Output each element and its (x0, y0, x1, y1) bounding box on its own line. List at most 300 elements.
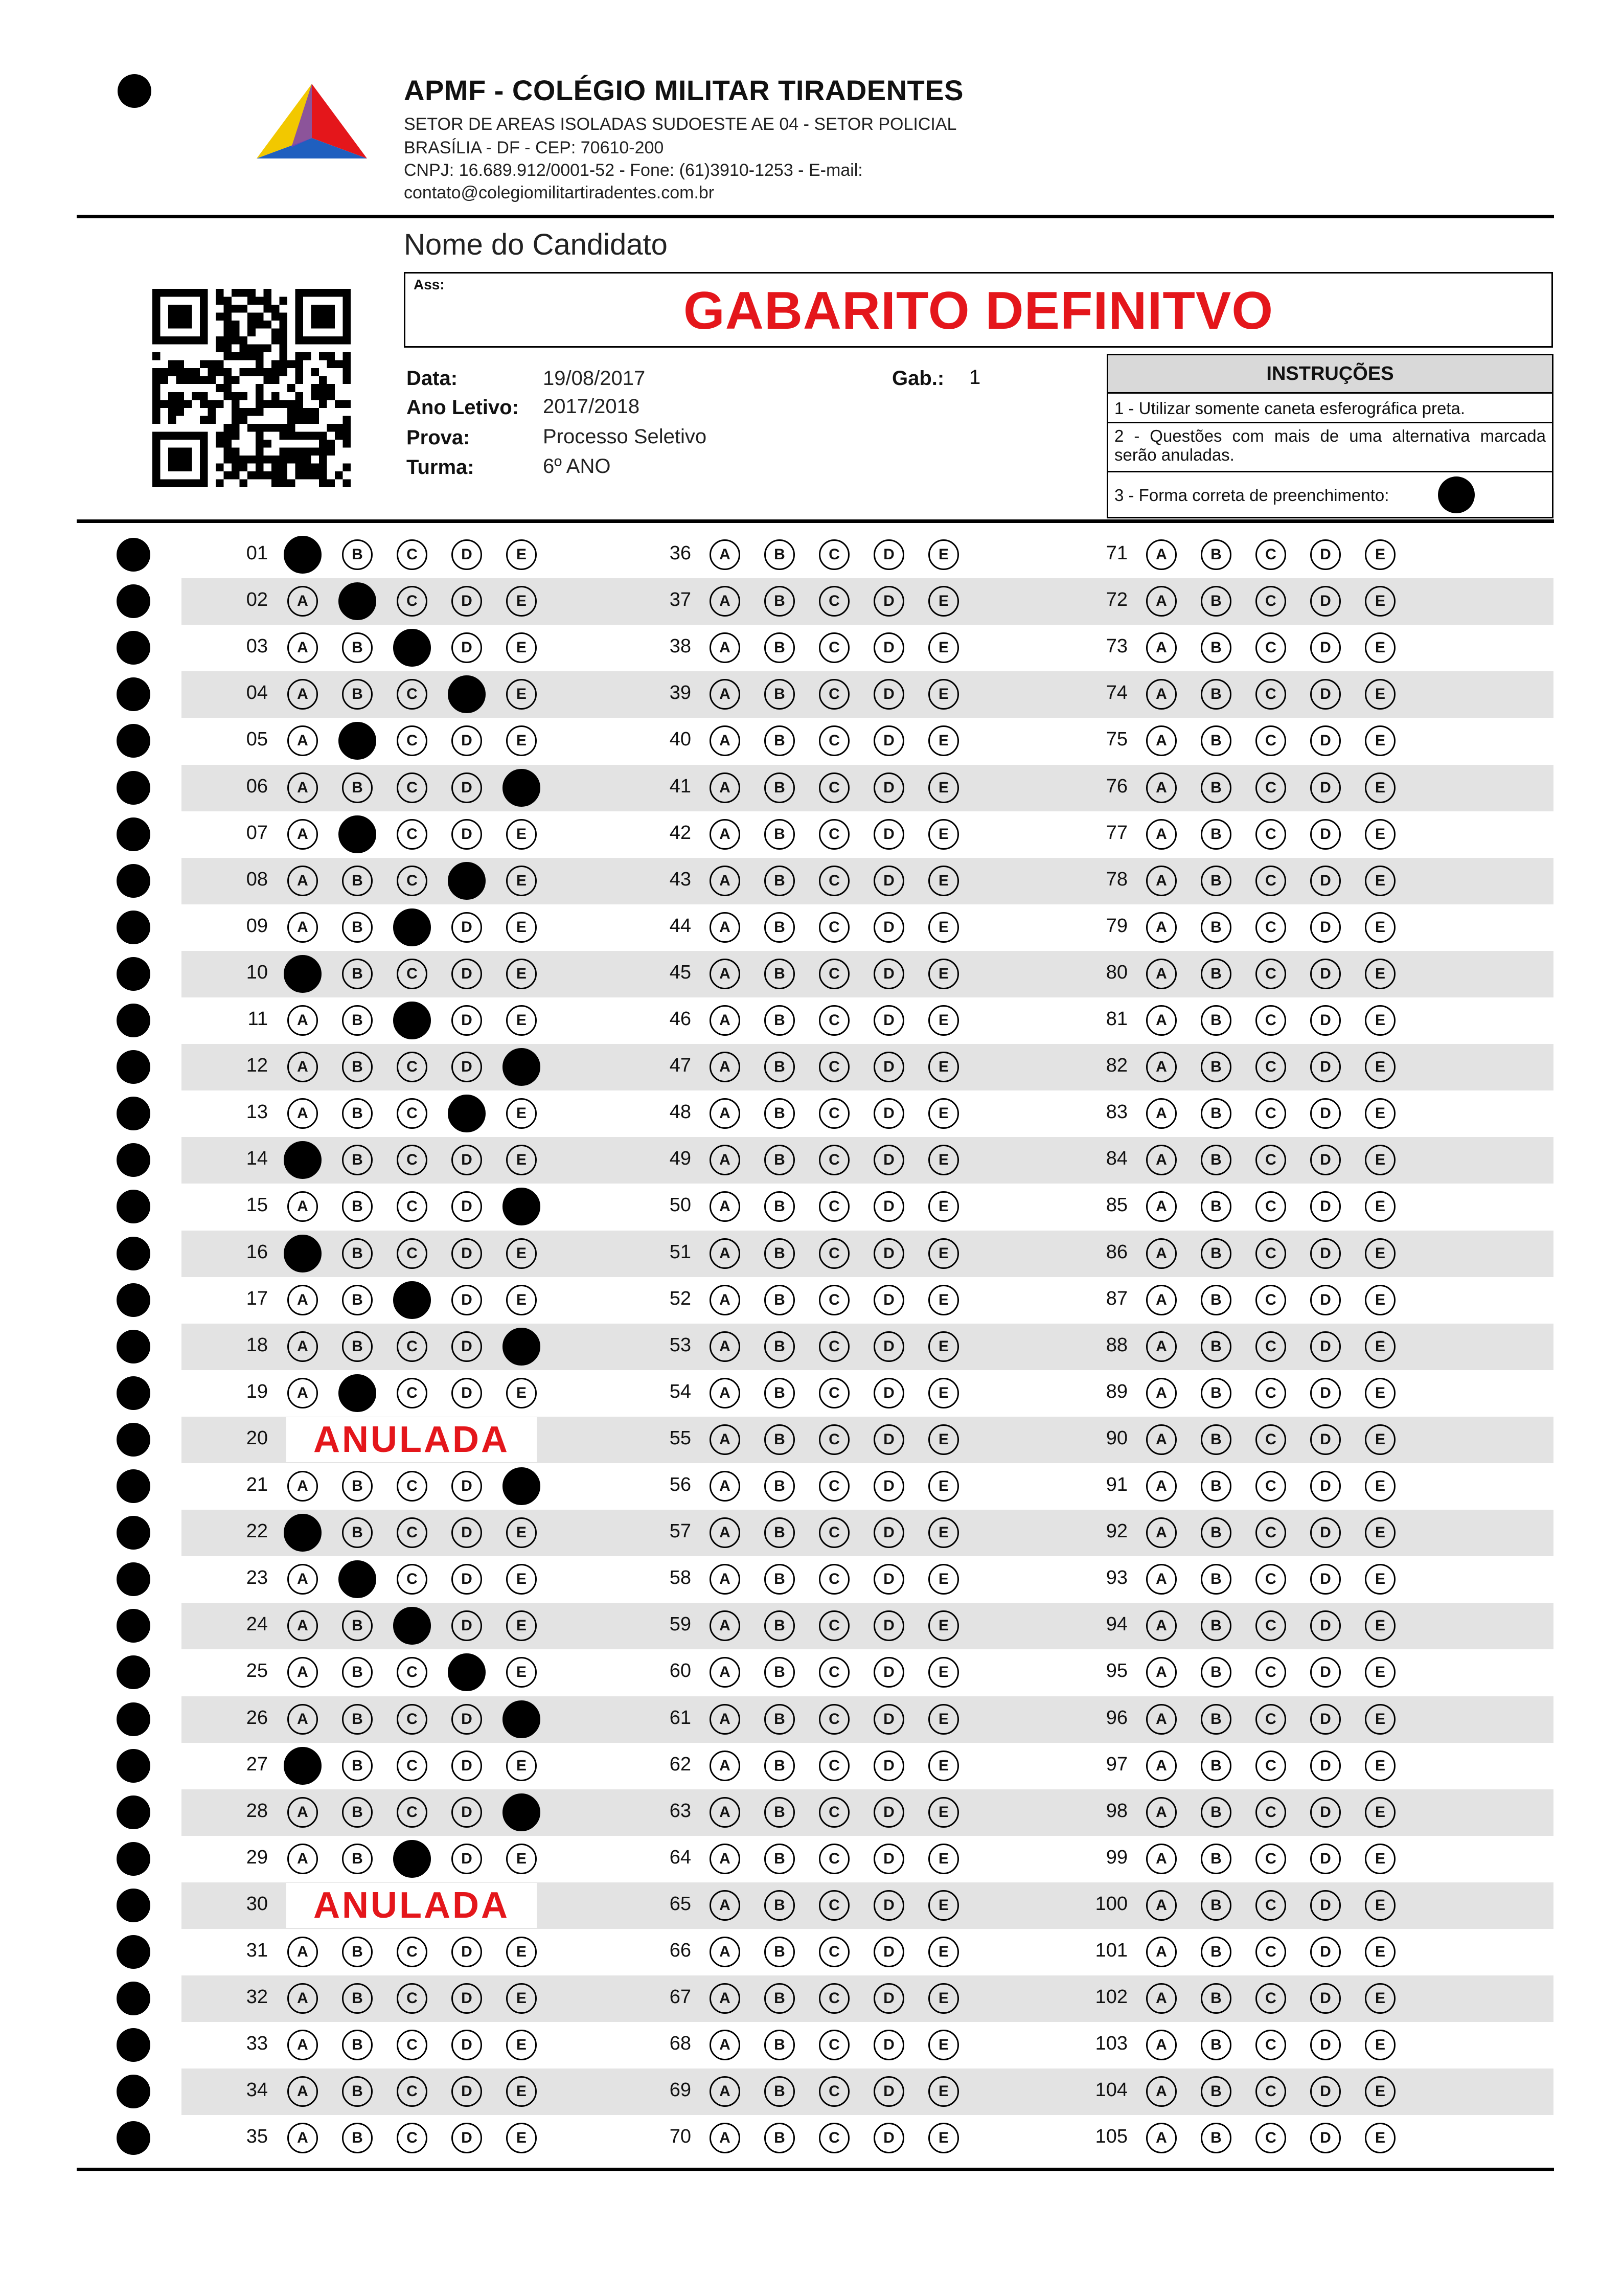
answer-bubble-d[interactable]: D (1310, 632, 1341, 663)
answer-bubble-c[interactable]: C (397, 772, 427, 803)
answer-bubble-b[interactable]: B (342, 1657, 373, 1688)
answer-bubble-b[interactable]: B (764, 1797, 795, 1828)
answer-bubble-a[interactable]: A (1146, 1657, 1177, 1688)
answer-bubble-a[interactable]: A (1146, 1145, 1177, 1175)
answer-bubble-c[interactable]: C (819, 1285, 850, 1315)
answer-bubble-a[interactable]: A (284, 1514, 322, 1552)
answer-bubble-b[interactable]: B (342, 539, 373, 570)
answer-bubble-d[interactable]: D (448, 862, 486, 900)
answer-bubble-a[interactable]: A (1146, 1797, 1177, 1828)
answer-bubble-e[interactable]: E (506, 1564, 537, 1595)
answer-bubble-a[interactable]: A (710, 1704, 740, 1735)
answer-bubble-e[interactable]: E (506, 539, 537, 570)
answer-bubble-e[interactable]: E (928, 1285, 959, 1315)
answer-bubble-b[interactable]: B (1201, 1005, 1231, 1036)
answer-bubble-b[interactable]: B (1201, 1844, 1231, 1874)
answer-bubble-a[interactable]: A (287, 725, 318, 756)
answer-bubble-e[interactable]: E (1365, 959, 1396, 989)
answer-bubble-d[interactable]: D (874, 1704, 904, 1735)
answer-bubble-d[interactable]: D (1310, 1005, 1341, 1036)
answer-bubble-a[interactable]: A (287, 1285, 318, 1315)
answer-bubble-e[interactable]: E (928, 1424, 959, 1455)
answer-bubble-a[interactable]: A (1146, 539, 1177, 570)
answer-bubble-d[interactable]: D (874, 632, 904, 663)
answer-bubble-d[interactable]: D (451, 1145, 482, 1175)
answer-bubble-d[interactable]: D (874, 1610, 904, 1641)
answer-bubble-b[interactable]: B (1201, 1890, 1231, 1921)
answer-bubble-e[interactable]: E (502, 1700, 540, 1738)
answer-bubble-c[interactable]: C (397, 1564, 427, 1595)
answer-bubble-a[interactable]: A (1146, 2123, 1177, 2153)
answer-bubble-b[interactable]: B (764, 1052, 795, 1082)
answer-bubble-d[interactable]: D (1310, 725, 1341, 756)
answer-bubble-d[interactable]: D (1310, 912, 1341, 943)
answer-bubble-d[interactable]: D (1310, 1564, 1341, 1595)
answer-bubble-e[interactable]: E (928, 679, 959, 710)
answer-bubble-c[interactable]: C (1255, 1145, 1286, 1175)
answer-bubble-c[interactable]: C (1255, 2076, 1286, 2107)
answer-bubble-c[interactable]: C (397, 1657, 427, 1688)
answer-bubble-d[interactable]: D (1310, 1331, 1341, 1362)
answer-bubble-a[interactable]: A (1146, 959, 1177, 989)
answer-bubble-b[interactable]: B (1201, 725, 1231, 756)
answer-bubble-e[interactable]: E (928, 1983, 959, 2014)
answer-bubble-d[interactable]: D (1310, 679, 1341, 710)
answer-bubble-b[interactable]: B (764, 679, 795, 710)
answer-bubble-d[interactable]: D (1310, 1424, 1341, 1455)
answer-bubble-b[interactable]: B (764, 725, 795, 756)
answer-bubble-b[interactable]: B (764, 912, 795, 943)
answer-bubble-e[interactable]: E (928, 2123, 959, 2153)
answer-bubble-b[interactable]: B (764, 1331, 795, 1362)
answer-bubble-b[interactable]: B (342, 2076, 373, 2107)
answer-bubble-a[interactable]: A (710, 866, 740, 896)
answer-bubble-a[interactable]: A (287, 1610, 318, 1641)
answer-bubble-e[interactable]: E (928, 1564, 959, 1595)
answer-bubble-b[interactable]: B (338, 1560, 376, 1598)
answer-bubble-a[interactable]: A (1146, 866, 1177, 896)
answer-bubble-e[interactable]: E (506, 1983, 537, 2014)
answer-bubble-a[interactable]: A (710, 2076, 740, 2107)
answer-bubble-b[interactable]: B (1201, 1517, 1231, 1548)
answer-bubble-a[interactable]: A (284, 536, 322, 574)
answer-bubble-c[interactable]: C (1255, 1005, 1286, 1036)
answer-bubble-a[interactable]: A (1146, 1331, 1177, 1362)
answer-bubble-a[interactable]: A (710, 725, 740, 756)
answer-bubble-b[interactable]: B (1201, 539, 1231, 570)
answer-bubble-a[interactable]: A (710, 1844, 740, 1874)
answer-bubble-b[interactable]: B (1201, 1238, 1231, 1269)
answer-bubble-b[interactable]: B (342, 1052, 373, 1082)
answer-bubble-e[interactable]: E (506, 725, 537, 756)
answer-bubble-a[interactable]: A (1146, 679, 1177, 710)
answer-bubble-a[interactable]: A (1146, 1610, 1177, 1641)
answer-bubble-c[interactable]: C (1255, 912, 1286, 943)
answer-bubble-c[interactable]: C (819, 539, 850, 570)
answer-bubble-d[interactable]: D (874, 959, 904, 989)
answer-bubble-c[interactable]: C (1255, 632, 1286, 663)
answer-bubble-e[interactable]: E (928, 2030, 959, 2060)
answer-bubble-b[interactable]: B (1201, 1751, 1231, 1781)
answer-bubble-c[interactable]: C (819, 632, 850, 663)
answer-bubble-e[interactable]: E (928, 1052, 959, 1082)
answer-bubble-a[interactable]: A (710, 1145, 740, 1175)
answer-bubble-a[interactable]: A (1146, 1517, 1177, 1548)
answer-bubble-c[interactable]: C (1255, 1471, 1286, 1502)
answer-bubble-c[interactable]: C (819, 1005, 850, 1036)
answer-bubble-b[interactable]: B (342, 1098, 373, 1129)
answer-bubble-b[interactable]: B (342, 959, 373, 989)
answer-bubble-d[interactable]: D (874, 1285, 904, 1315)
answer-bubble-a[interactable]: A (1146, 1890, 1177, 1921)
answer-bubble-e[interactable]: E (502, 1188, 540, 1225)
answer-bubble-d[interactable]: D (448, 675, 486, 713)
answer-bubble-e[interactable]: E (506, 1517, 537, 1548)
answer-bubble-b[interactable]: B (1201, 1983, 1231, 2014)
answer-bubble-c[interactable]: C (1255, 819, 1286, 850)
answer-bubble-d[interactable]: D (874, 1424, 904, 1455)
answer-bubble-b[interactable]: B (342, 1704, 373, 1735)
answer-bubble-c[interactable]: C (397, 866, 427, 896)
answer-bubble-d[interactable]: D (874, 1564, 904, 1595)
answer-bubble-b[interactable]: B (1201, 772, 1231, 803)
answer-bubble-e[interactable]: E (1365, 1751, 1396, 1781)
answer-bubble-c[interactable]: C (397, 1471, 427, 1502)
answer-bubble-a[interactable]: A (287, 866, 318, 896)
answer-bubble-a[interactable]: A (710, 1657, 740, 1688)
answer-bubble-e[interactable]: E (928, 1610, 959, 1641)
answer-bubble-e[interactable]: E (506, 959, 537, 989)
answer-bubble-a[interactable]: A (710, 1517, 740, 1548)
answer-bubble-d[interactable]: D (874, 2123, 904, 2153)
answer-bubble-d[interactable]: D (1310, 1751, 1341, 1781)
answer-bubble-a[interactable]: A (287, 1704, 318, 1735)
answer-bubble-c[interactable]: C (1255, 1238, 1286, 1269)
answer-bubble-c[interactable]: C (393, 908, 431, 946)
answer-bubble-b[interactable]: B (764, 1751, 795, 1781)
answer-bubble-d[interactable]: D (1310, 1285, 1341, 1315)
answer-bubble-c[interactable]: C (397, 1098, 427, 1129)
answer-bubble-c[interactable]: C (1255, 1704, 1286, 1735)
answer-bubble-e[interactable]: E (1365, 1890, 1396, 1921)
answer-bubble-c[interactable]: C (1255, 1517, 1286, 1548)
answer-bubble-a[interactable]: A (287, 1191, 318, 1222)
answer-bubble-c[interactable]: C (397, 1797, 427, 1828)
answer-bubble-a[interactable]: A (710, 1937, 740, 1967)
answer-bubble-b[interactable]: B (1201, 632, 1231, 663)
answer-bubble-b[interactable]: B (1201, 586, 1231, 617)
answer-bubble-a[interactable]: A (710, 959, 740, 989)
answer-bubble-d[interactable]: D (451, 1471, 482, 1502)
answer-bubble-d[interactable]: D (874, 772, 904, 803)
answer-bubble-a[interactable]: A (1146, 1378, 1177, 1408)
answer-bubble-a[interactable]: A (287, 2076, 318, 2107)
answer-bubble-e[interactable]: E (1365, 866, 1396, 896)
answer-bubble-a[interactable]: A (1146, 2076, 1177, 2107)
answer-bubble-a[interactable]: A (1146, 1005, 1177, 1036)
answer-bubble-c[interactable]: C (819, 2030, 850, 2060)
answer-bubble-c[interactable]: C (393, 1002, 431, 1039)
answer-bubble-e[interactable]: E (1365, 1844, 1396, 1874)
answer-bubble-d[interactable]: D (451, 725, 482, 756)
answer-bubble-c[interactable]: C (1255, 772, 1286, 803)
answer-bubble-a[interactable]: A (284, 1141, 322, 1179)
answer-bubble-e[interactable]: E (1365, 1238, 1396, 1269)
answer-bubble-d[interactable]: D (451, 1285, 482, 1315)
answer-bubble-d[interactable]: D (1310, 1098, 1341, 1129)
answer-bubble-d[interactable]: D (874, 725, 904, 756)
answer-bubble-e[interactable]: E (928, 772, 959, 803)
answer-bubble-b[interactable]: B (764, 1657, 795, 1688)
answer-bubble-a[interactable]: A (287, 1797, 318, 1828)
answer-bubble-e[interactable]: E (506, 2030, 537, 2060)
answer-bubble-c[interactable]: C (819, 1983, 850, 2014)
answer-bubble-d[interactable]: D (451, 2123, 482, 2153)
answer-bubble-e[interactable]: E (928, 1704, 959, 1735)
answer-bubble-d[interactable]: D (451, 1751, 482, 1781)
answer-bubble-a[interactable]: A (710, 1191, 740, 1222)
answer-bubble-b[interactable]: B (1201, 1937, 1231, 1967)
answer-bubble-e[interactable]: E (1365, 1052, 1396, 1082)
answer-bubble-e[interactable]: E (928, 819, 959, 850)
answer-bubble-e[interactable]: E (928, 1937, 959, 1967)
answer-bubble-c[interactable]: C (819, 1331, 850, 1362)
answer-bubble-a[interactable]: A (1146, 772, 1177, 803)
answer-bubble-a[interactable]: A (1146, 586, 1177, 617)
answer-bubble-c[interactable]: C (819, 1610, 850, 1641)
answer-bubble-b[interactable]: B (764, 1285, 795, 1315)
answer-bubble-a[interactable]: A (287, 1983, 318, 2014)
answer-bubble-d[interactable]: D (874, 1052, 904, 1082)
answer-bubble-d[interactable]: D (451, 2076, 482, 2107)
answer-bubble-c[interactable]: C (819, 912, 850, 943)
answer-bubble-e[interactable]: E (1365, 2030, 1396, 2060)
answer-bubble-c[interactable]: C (397, 1378, 427, 1408)
answer-bubble-b[interactable]: B (1201, 819, 1231, 850)
answer-bubble-e[interactable]: E (928, 725, 959, 756)
answer-bubble-c[interactable]: C (819, 1797, 850, 1828)
answer-bubble-e[interactable]: E (502, 1328, 540, 1366)
answer-bubble-d[interactable]: D (874, 1517, 904, 1548)
answer-bubble-d[interactable]: D (1310, 2123, 1341, 2153)
answer-bubble-b[interactable]: B (1201, 912, 1231, 943)
answer-bubble-b[interactable]: B (338, 722, 376, 760)
answer-bubble-b[interactable]: B (764, 632, 795, 663)
answer-bubble-d[interactable]: D (874, 539, 904, 570)
answer-bubble-c[interactable]: C (819, 1191, 850, 1222)
answer-bubble-e[interactable]: E (506, 2123, 537, 2153)
answer-bubble-e[interactable]: E (1365, 725, 1396, 756)
answer-bubble-d[interactable]: D (1310, 1657, 1341, 1688)
answer-bubble-e[interactable]: E (928, 1145, 959, 1175)
answer-bubble-a[interactable]: A (287, 1005, 318, 1036)
answer-bubble-b[interactable]: B (1201, 1378, 1231, 1408)
answer-bubble-b[interactable]: B (1201, 959, 1231, 989)
answer-bubble-e[interactable]: E (506, 1005, 537, 1036)
answer-bubble-c[interactable]: C (819, 586, 850, 617)
answer-bubble-b[interactable]: B (764, 1238, 795, 1269)
answer-bubble-c[interactable]: C (819, 1751, 850, 1781)
answer-bubble-d[interactable]: D (451, 632, 482, 663)
answer-bubble-d[interactable]: D (451, 1937, 482, 1967)
answer-bubble-c[interactable]: C (397, 1052, 427, 1082)
answer-bubble-b[interactable]: B (342, 912, 373, 943)
answer-bubble-e[interactable]: E (506, 1145, 537, 1175)
answer-bubble-d[interactable]: D (1310, 959, 1341, 989)
answer-bubble-d[interactable]: D (451, 1844, 482, 1874)
answer-bubble-e[interactable]: E (1365, 819, 1396, 850)
answer-bubble-a[interactable]: A (710, 1285, 740, 1315)
answer-bubble-b[interactable]: B (764, 1005, 795, 1036)
answer-bubble-c[interactable]: C (1255, 1098, 1286, 1129)
answer-bubble-e[interactable]: E (506, 679, 537, 710)
answer-bubble-b[interactable]: B (342, 1285, 373, 1315)
answer-bubble-c[interactable]: C (819, 819, 850, 850)
answer-bubble-b[interactable]: B (1201, 1657, 1231, 1688)
answer-bubble-b[interactable]: B (342, 1331, 373, 1362)
answer-bubble-e[interactable]: E (928, 1844, 959, 1874)
answer-bubble-d[interactable]: D (451, 1238, 482, 1269)
answer-bubble-c[interactable]: C (1255, 679, 1286, 710)
answer-bubble-a[interactable]: A (287, 1098, 318, 1129)
answer-bubble-a[interactable]: A (287, 586, 318, 617)
answer-bubble-a[interactable]: A (284, 1747, 322, 1785)
answer-bubble-e[interactable]: E (506, 1285, 537, 1315)
answer-bubble-c[interactable]: C (393, 1840, 431, 1878)
answer-bubble-d[interactable]: D (1310, 539, 1341, 570)
answer-bubble-b[interactable]: B (764, 1937, 795, 1967)
answer-bubble-c[interactable]: C (1255, 1797, 1286, 1828)
answer-bubble-b[interactable]: B (1201, 1145, 1231, 1175)
answer-bubble-c[interactable]: C (1255, 1378, 1286, 1408)
answer-bubble-e[interactable]: E (928, 1331, 959, 1362)
answer-bubble-b[interactable]: B (764, 1145, 795, 1175)
answer-bubble-e[interactable]: E (502, 1048, 540, 1086)
answer-bubble-a[interactable]: A (1146, 1471, 1177, 1502)
answer-bubble-b[interactable]: B (1201, 2123, 1231, 2153)
answer-bubble-c[interactable]: C (397, 679, 427, 710)
answer-bubble-a[interactable]: A (710, 679, 740, 710)
answer-bubble-a[interactable]: A (284, 1235, 322, 1272)
answer-bubble-c[interactable]: C (819, 772, 850, 803)
answer-bubble-c[interactable]: C (1255, 1564, 1286, 1595)
answer-bubble-e[interactable]: E (1365, 1471, 1396, 1502)
answer-bubble-a[interactable]: A (710, 819, 740, 850)
answer-bubble-e[interactable]: E (506, 1751, 537, 1781)
answer-bubble-c[interactable]: C (819, 679, 850, 710)
answer-bubble-e[interactable]: E (1365, 1564, 1396, 1595)
answer-bubble-a[interactable]: A (1146, 1052, 1177, 1082)
answer-bubble-a[interactable]: A (284, 955, 322, 993)
answer-bubble-c[interactable]: C (397, 1145, 427, 1175)
answer-bubble-c[interactable]: C (1255, 2123, 1286, 2153)
signature-field[interactable] (404, 272, 1553, 348)
answer-bubble-a[interactable]: A (1146, 1751, 1177, 1781)
answer-bubble-c[interactable]: C (393, 1281, 431, 1319)
answer-bubble-c[interactable]: C (1255, 1424, 1286, 1455)
answer-bubble-d[interactable]: D (874, 1844, 904, 1874)
answer-bubble-e[interactable]: E (1365, 632, 1396, 663)
answer-bubble-a[interactable]: A (710, 2123, 740, 2153)
answer-bubble-b[interactable]: B (764, 1704, 795, 1735)
answer-bubble-a[interactable]: A (710, 1005, 740, 1036)
answer-bubble-b[interactable]: B (342, 772, 373, 803)
answer-bubble-c[interactable]: C (819, 725, 850, 756)
answer-bubble-a[interactable]: A (287, 1331, 318, 1362)
answer-bubble-b[interactable]: B (342, 1937, 373, 1967)
answer-bubble-b[interactable]: B (342, 1238, 373, 1269)
answer-bubble-b[interactable]: B (338, 1374, 376, 1412)
answer-bubble-d[interactable]: D (451, 912, 482, 943)
answer-bubble-a[interactable]: A (710, 539, 740, 570)
answer-bubble-c[interactable]: C (397, 2076, 427, 2107)
answer-bubble-e[interactable]: E (1365, 1704, 1396, 1735)
answer-bubble-d[interactable]: D (1310, 1937, 1341, 1967)
answer-bubble-a[interactable]: A (1146, 1238, 1177, 1269)
answer-bubble-d[interactable]: D (1310, 1145, 1341, 1175)
answer-bubble-a[interactable]: A (287, 1937, 318, 1967)
answer-bubble-c[interactable]: C (819, 1657, 850, 1688)
answer-bubble-e[interactable]: E (506, 819, 537, 850)
answer-bubble-c[interactable]: C (1255, 1983, 1286, 2014)
answer-bubble-e[interactable]: E (506, 1657, 537, 1688)
answer-bubble-c[interactable]: C (1255, 1052, 1286, 1082)
answer-bubble-d[interactable]: D (874, 1145, 904, 1175)
answer-bubble-e[interactable]: E (928, 539, 959, 570)
answer-bubble-d[interactable]: D (1310, 1471, 1341, 1502)
answer-bubble-b[interactable]: B (764, 1564, 795, 1595)
answer-bubble-e[interactable]: E (506, 1610, 537, 1641)
answer-bubble-d[interactable]: D (1310, 1378, 1341, 1408)
answer-bubble-d[interactable]: D (451, 959, 482, 989)
answer-bubble-a[interactable]: A (287, 1378, 318, 1408)
answer-bubble-d[interactable]: D (451, 1005, 482, 1036)
answer-bubble-e[interactable]: E (1365, 1005, 1396, 1036)
answer-bubble-c[interactable]: C (397, 2123, 427, 2153)
answer-bubble-d[interactable]: D (1310, 819, 1341, 850)
answer-bubble-e[interactable]: E (506, 1378, 537, 1408)
answer-bubble-d[interactable]: D (451, 772, 482, 803)
answer-bubble-b[interactable]: B (764, 1471, 795, 1502)
answer-bubble-d[interactable]: D (874, 1657, 904, 1688)
answer-bubble-b[interactable]: B (764, 772, 795, 803)
answer-bubble-c[interactable]: C (397, 1983, 427, 2014)
answer-bubble-c[interactable]: C (397, 1191, 427, 1222)
answer-bubble-e[interactable]: E (928, 912, 959, 943)
answer-bubble-a[interactable]: A (287, 632, 318, 663)
answer-bubble-c[interactable]: C (397, 586, 427, 617)
answer-bubble-d[interactable]: D (874, 1191, 904, 1222)
answer-bubble-d[interactable]: D (451, 586, 482, 617)
answer-bubble-e[interactable]: E (502, 769, 540, 807)
answer-bubble-a[interactable]: A (1146, 1285, 1177, 1315)
answer-bubble-c[interactable]: C (819, 1937, 850, 1967)
answer-bubble-a[interactable]: A (710, 1238, 740, 1269)
answer-bubble-a[interactable]: A (287, 2030, 318, 2060)
answer-bubble-e[interactable]: E (1365, 1424, 1396, 1455)
answer-bubble-a[interactable]: A (710, 1983, 740, 2014)
answer-bubble-d[interactable]: D (874, 912, 904, 943)
answer-bubble-d[interactable]: D (448, 1653, 486, 1691)
answer-bubble-d[interactable]: D (874, 1890, 904, 1921)
answer-bubble-d[interactable]: D (1310, 586, 1341, 617)
answer-bubble-a[interactable]: A (1146, 1564, 1177, 1595)
answer-bubble-e[interactable]: E (928, 959, 959, 989)
answer-bubble-a[interactable]: A (710, 1331, 740, 1362)
answer-bubble-c[interactable]: C (397, 819, 427, 850)
answer-bubble-b[interactable]: B (1201, 1285, 1231, 1315)
answer-bubble-a[interactable]: A (1146, 1191, 1177, 1222)
